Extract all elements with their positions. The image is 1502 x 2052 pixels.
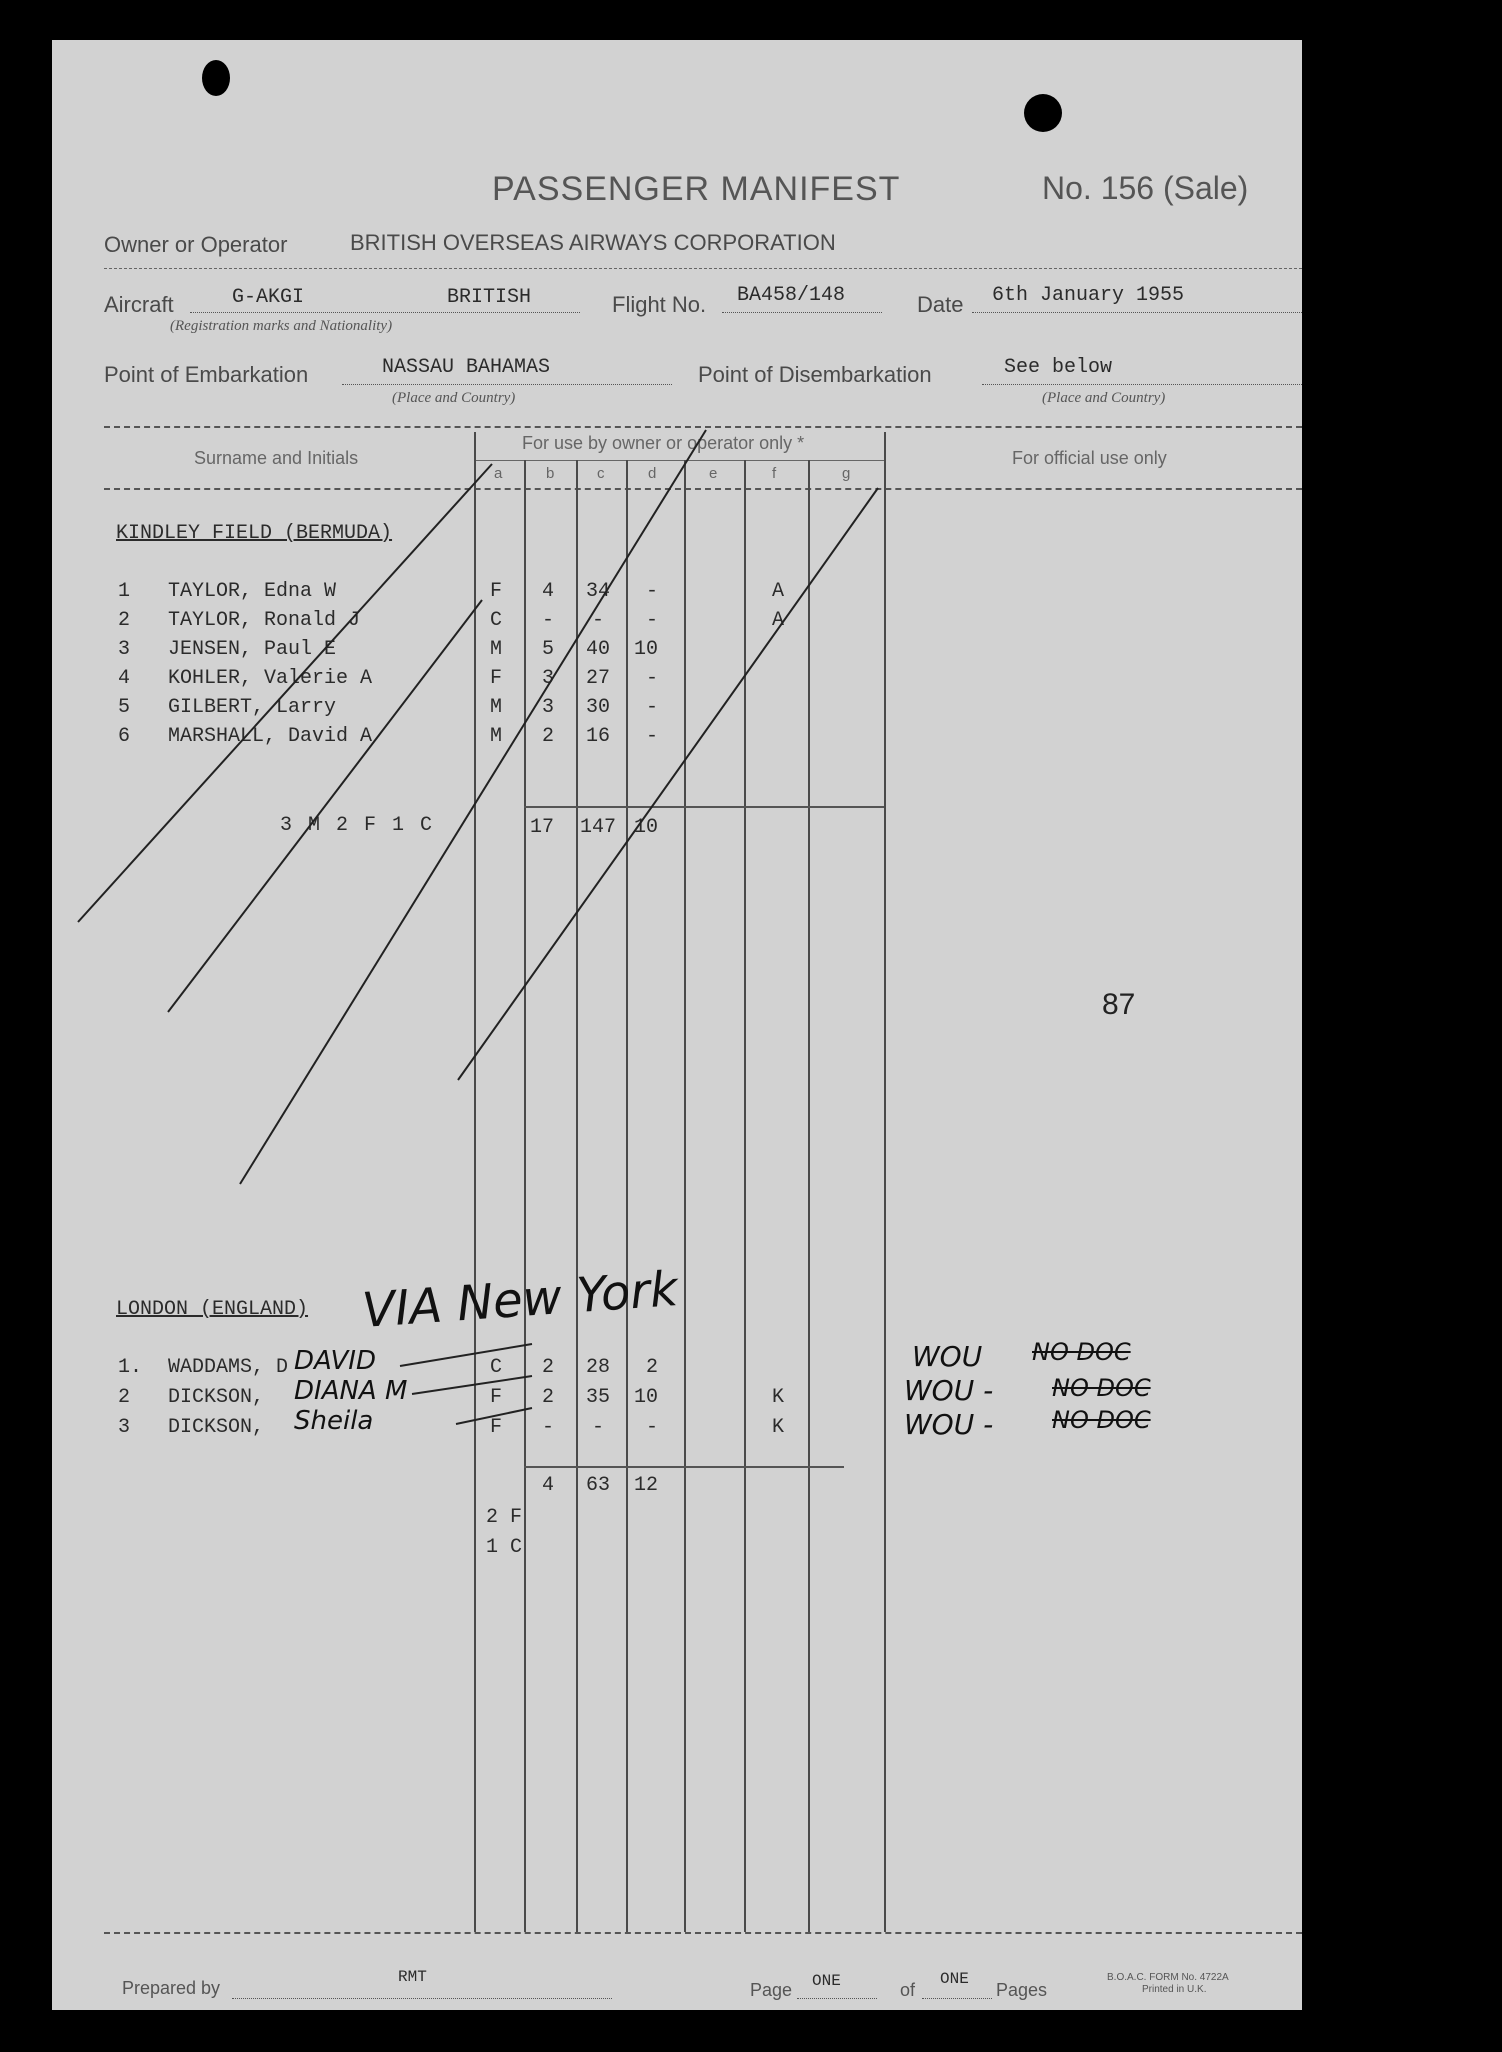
- column-g-header: g: [842, 465, 851, 482]
- prepared-value: RMT: [398, 1968, 427, 1986]
- struck-note: NO DOC: [1052, 1374, 1151, 1402]
- row-number: 2: [118, 1386, 131, 1409]
- cell-a: F: [490, 1386, 503, 1409]
- surname-header: Surname and Initials: [194, 448, 359, 468]
- cell-b: -: [542, 1416, 555, 1439]
- passenger-name: WADDAMS, D: [168, 1356, 289, 1379]
- cell-b: 3: [542, 667, 555, 690]
- of-label: of: [900, 1980, 916, 2000]
- cell-d: -: [646, 580, 659, 603]
- cell-a: M: [490, 638, 503, 661]
- of-value: ONE: [940, 1970, 969, 1988]
- passenger-name: MARSHALL, David A: [168, 725, 373, 748]
- row-number: 1: [118, 580, 131, 603]
- cell-a: F: [490, 667, 503, 690]
- section2-heading: LONDON (ENGLAND): [116, 1298, 309, 1321]
- total-c: 147: [580, 816, 617, 839]
- via-note: VIA New York: [360, 1261, 680, 1339]
- cell-d: 10: [634, 1386, 659, 1409]
- passenger-name: DICKSON,: [168, 1386, 265, 1409]
- cell-a: C: [490, 1356, 503, 1379]
- aircraft-registration: G-AKGI: [232, 286, 305, 309]
- flight-number: BA458/148: [737, 284, 846, 307]
- owner-label: Owner or Operator: [104, 232, 288, 257]
- manifest-number: No. 156 (Sale): [1042, 170, 1249, 206]
- cell-a: C: [490, 609, 503, 632]
- column-d-header: d: [648, 465, 657, 482]
- owner-use-header: For use by owner or operator only *: [522, 433, 805, 453]
- total-d: 10: [634, 816, 659, 839]
- page-value: ONE: [812, 1972, 841, 1990]
- embarkation-value: NASSAU BAHAMAS: [382, 356, 551, 379]
- cell-d: -: [646, 667, 659, 690]
- handwritten-first-name: Sheila: [294, 1406, 374, 1436]
- section1-summary: 3 M 2 F 1 C: [280, 814, 435, 837]
- cell-f: K: [772, 1386, 785, 1409]
- cell-b: 2: [542, 725, 555, 748]
- cell-b: 2: [542, 1356, 555, 1379]
- cell-f: A: [772, 609, 785, 632]
- column-f-header: f: [772, 465, 777, 482]
- cell-b: 2: [542, 1386, 555, 1409]
- row-number: 3: [118, 1416, 131, 1439]
- cell-c: 16: [586, 725, 611, 748]
- official-use-header: For official use only: [1012, 448, 1167, 468]
- cell-a: M: [490, 725, 503, 748]
- row-number: 2: [118, 609, 131, 632]
- cell-c: 34: [586, 580, 611, 603]
- cell-a: M: [490, 696, 503, 719]
- row-number: 6: [118, 725, 131, 748]
- section1-heading: KINDLEY FIELD (BERMUDA): [116, 522, 393, 545]
- handwritten-first-name: DIANA M: [294, 1376, 408, 1406]
- cell-d: -: [646, 696, 659, 719]
- cell-b: 4: [542, 580, 555, 603]
- aircraft-nationality: BRITISH: [447, 286, 532, 309]
- official-note: WOU -: [904, 1374, 994, 1407]
- cell-d: -: [646, 725, 659, 748]
- column-e-header: e: [709, 465, 718, 482]
- cell-f: A: [772, 580, 785, 603]
- cell-c: 28: [586, 1356, 611, 1379]
- cell-a: F: [490, 580, 503, 603]
- section2-summary: 1 C: [486, 1536, 523, 1559]
- aircraft-note: (Registration marks and Nationality): [170, 318, 393, 334]
- cell-c: 40: [586, 638, 611, 661]
- disembarkation-label: Point of Disembarkation: [698, 362, 932, 387]
- printed-note: Printed in U.K.: [1142, 1984, 1207, 1995]
- pages-label: Pages: [996, 1980, 1048, 2000]
- passenger-name: KOHLER, Valerie A: [168, 667, 373, 690]
- flight-label: Flight No.: [612, 292, 707, 317]
- document-title: PASSENGER MANIFEST: [492, 170, 901, 208]
- margin-note: 87: [1102, 988, 1136, 1021]
- struck-note: NO DOC: [1052, 1406, 1151, 1434]
- column-a-header: a: [494, 465, 503, 482]
- total-b: 4: [542, 1474, 555, 1497]
- row-number: 1.: [118, 1356, 143, 1379]
- cell-d: 10: [634, 638, 659, 661]
- owner-value: BRITISH OVERSEAS AIRWAYS CORPORATION: [350, 230, 836, 255]
- embarkation-label: Point of Embarkation: [104, 362, 309, 387]
- page-label: Page: [750, 1980, 793, 2000]
- cell-c: 30: [586, 696, 611, 719]
- column-c-header: c: [597, 465, 605, 482]
- total-d: 12: [634, 1474, 659, 1497]
- disembarkation-value: See below: [1004, 356, 1113, 379]
- column-b-header: b: [546, 465, 555, 482]
- cell-c: 27: [586, 667, 611, 690]
- cell-f: K: [772, 1416, 785, 1439]
- total-b: 17: [530, 816, 555, 839]
- struck-note: NO DOC: [1032, 1338, 1131, 1366]
- aircraft-label: Aircraft: [104, 292, 174, 317]
- cell-a: F: [490, 1416, 503, 1439]
- cell-d: 2: [646, 1356, 659, 1379]
- official-note: WOU -: [904, 1408, 994, 1441]
- total-c: 63: [586, 1474, 611, 1497]
- row-number: 4: [118, 667, 131, 690]
- passenger-name: TAYLOR, Edna W: [168, 580, 337, 603]
- date-value: 6th January 1955: [992, 284, 1185, 307]
- disembarkation-note: (Place and Country): [1042, 390, 1166, 406]
- cell-c: -: [592, 1416, 605, 1439]
- cancellation-strokes: [52, 40, 1302, 2010]
- cell-b: 5: [542, 638, 555, 661]
- passenger-name: JENSEN, Paul E: [168, 638, 337, 661]
- official-note: WOU: [912, 1340, 983, 1373]
- handwritten-first-name: DAVID: [294, 1346, 376, 1376]
- embarkation-note: (Place and Country): [392, 390, 516, 406]
- cell-c: -: [592, 609, 605, 632]
- prepared-label: Prepared by: [122, 1978, 221, 1998]
- cell-d: -: [646, 609, 659, 632]
- date-label: Date: [917, 292, 964, 317]
- manifest-sheet: [52, 40, 1302, 2010]
- cell-c: 35: [586, 1386, 611, 1409]
- section2-summary: 2 F: [486, 1506, 523, 1529]
- form-number: B.O.A.C. FORM No. 4722A: [1107, 1972, 1229, 1983]
- cell-b: -: [542, 609, 555, 632]
- row-number: 5: [118, 696, 131, 719]
- cell-b: 3: [542, 696, 555, 719]
- row-number: 3: [118, 638, 131, 661]
- cell-d: -: [646, 1416, 659, 1439]
- passenger-name: DICKSON,: [168, 1416, 265, 1439]
- passenger-name: TAYLOR, Ronald J: [168, 609, 361, 632]
- passenger-name: GILBERT, Larry: [168, 696, 337, 719]
